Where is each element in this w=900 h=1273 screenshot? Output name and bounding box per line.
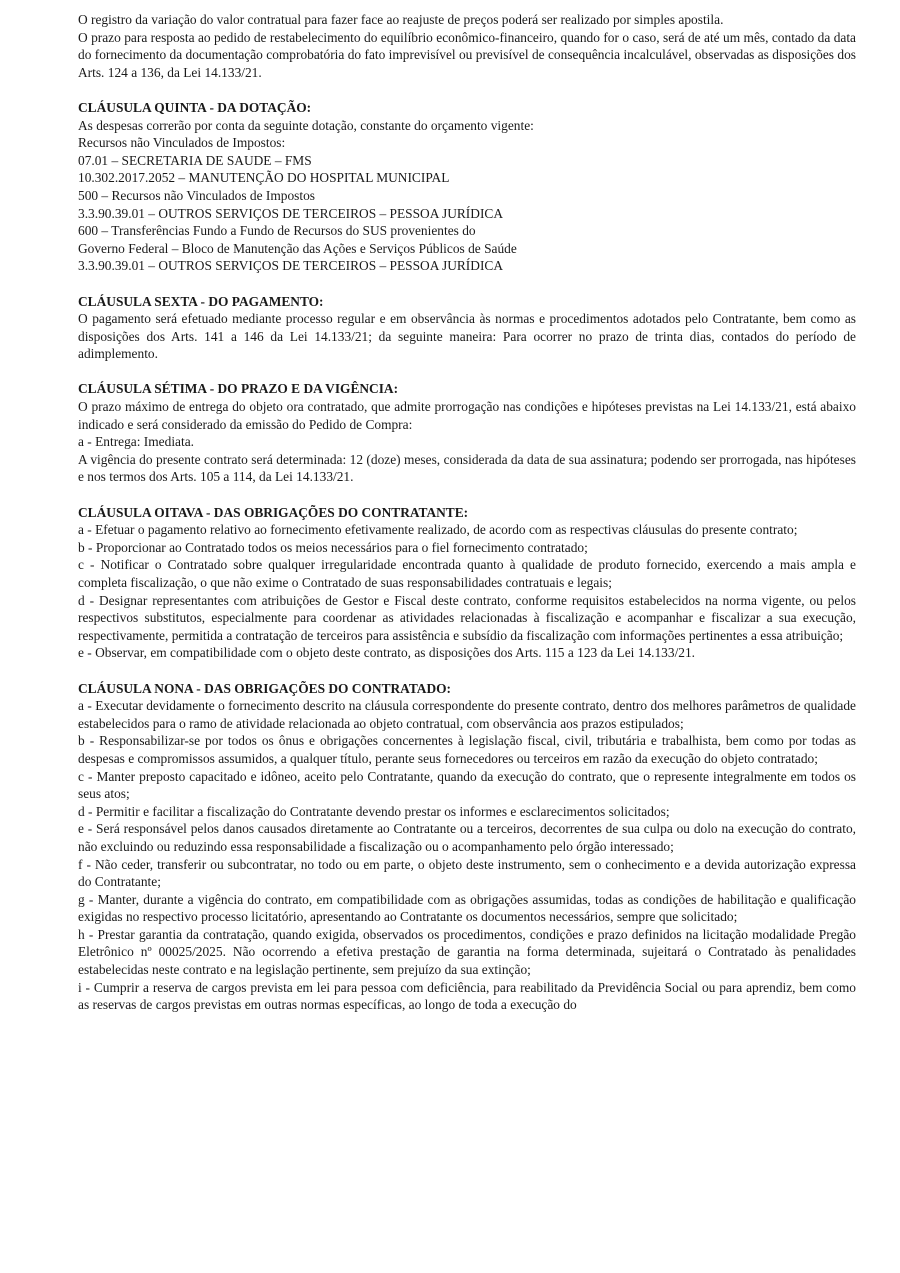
paragraph: O prazo para resposta ao pedido de restabelecimento do equilíbrio econômico-financeiro, quando for o caso, será de até um mês, contado da data do fornecimento da documentação comprobatória do fato imprevisível ou previsível de consequência incalculável, observadas as disposições dos Arts. 124 a 136, da Lei 14.133/21. — [78, 29, 856, 80]
paragraph: c - Manter preposto capacitado e idôneo, aceito pelo Contratante, quando da execução do contrato, que o represente integralmente em todos os seus atos; — [78, 768, 856, 802]
paragraph: e - Observar, em compatibilidade com o objeto deste contrato, as disposições dos Arts. 115 a 123 da Lei 14.133/21. — [78, 645, 696, 661]
paragraph: a - Entrega: Imediata. — [78, 434, 194, 450]
paragraph: c - Notificar o Contratado sobre qualquer irregularidade encontrada quanto à qualidade de produto fornecido, exercendo a mais ampla e completa fiscalização, o que não exime o Contratado de suas responsabilidades contratuais e legais; — [78, 557, 856, 590]
paragraph: f - Não ceder, transferir ou subcontratar, no todo ou em parte, o objeto deste instrumento, sem o conhecimento e a devida autorização expressa do Contratante; — [78, 856, 856, 890]
section-heading-oitava: CLÁUSULA OITAVA - DAS OBRIGAÇÕES DO CONTRATANTE: — [78, 504, 469, 520]
paragraph: e - Será responsável pelos danos causados diretamente ao Contratante ou a terceiros, decorrentes de sua culpa ou dolo na execução do contrato, não excluindo ou reduzindo essa responsabilidade a fiscalização ou o acompanhamento pelo órgão interessado; — [78, 821, 856, 854]
section-heading-nona: CLÁUSULA NONA - DAS OBRIGAÇÕES DO CONTRATADO: — [78, 680, 451, 696]
paragraph: h - Prestar garantia da contratação, quando exigida, observados os procedimentos, condições e prazo definidos na licitação modalidade Pregão Eletrônico nº 00025/2025. Não ocorrendo a efetiva prestação de garantia na forma determinada, sujeitará o Contratado às penalidades estabelecidas neste contrato e na legislação pertinente, sem prejuízo da sua extinção; — [78, 926, 856, 978]
section-heading-setima: CLÁUSULA SÉTIMA - DO PRAZO E DA VIGÊNCIA: — [78, 381, 399, 397]
paragraph: b - Responsabilizar-se por todos os ônus e obrigações concernentes à legislação fiscal, civil, tributária e trabalhista, bem como por todas as despesas e compromissos assumidos, a qualquer título, perante seus fornecedores ou terceiros em razão da execução do objeto contratado; — [78, 733, 856, 766]
paragraph: d - Permitir e facilitar a fiscalização do Contratante devendo prestar os informes e esclarecimentos solicitados; — [78, 803, 670, 819]
text-line: Recursos não Vinculados de Impostos: — [78, 135, 286, 151]
text-line: Governo Federal – Bloco de Manutenção das Ações e Serviços Públicos de Saúde — [78, 240, 517, 256]
paragraph: O pagamento será efetuado mediante processo regular e em observância às normas e procedimentos adotados pelo Contratante, bem como as disposições dos Arts. 141 a 146 da Lei 14.133/21; da seguinte maneira: Para ocorrer no prazo de trinta dias, contados do período de adimplemento. — [78, 311, 856, 362]
text-line: 3.3.90.39.01 – OUTROS SERVIÇOS DE TERCEIROS – PESSOA JURÍDICA — [78, 258, 504, 274]
paragraph: A vigência do presente contrato será determinada: 12 (doze) meses, considerada da data de sua assinatura; podendo ser prorrogada, nas hipóteses e nos termos dos Arts. 105 a 114, da Lei 14.133/21. — [78, 451, 856, 485]
section-heading-sexta: CLÁUSULA SEXTA - DO PAGAMENTO: — [78, 293, 324, 309]
text-line: 07.01 – SECRETARIA DE SAUDE – FMS — [78, 152, 312, 168]
paragraph: O prazo máximo de entrega do objeto ora contratado, que admite prorrogação nas condições e hipóteses previstas na Lei 14.133/21, está abaixo indicado e será considerado da emissão do Pedido de Compra: — [78, 399, 856, 432]
text-line: 600 – Transferências Fundo a Fundo de Recursos do SUS provenientes do — [78, 223, 476, 239]
text-line: 500 – Recursos não Vinculados de Impostos — [78, 187, 315, 203]
paragraph: a - Efetuar o pagamento relativo ao fornecimento efetivamente realizado, de acordo com as respectivas cláusulas do presente contrato; — [78, 522, 798, 538]
section-heading-quinta: CLÁUSULA QUINTA - DA DOTAÇÃO: — [78, 99, 312, 115]
text-line: 3.3.90.39.01 – OUTROS SERVIÇOS DE TERCEIROS – PESSOA JURÍDICA — [78, 205, 504, 221]
paragraph: b - Proporcionar ao Contratado todos os meios necessários para o fiel fornecimento contratado; — [78, 539, 588, 555]
paragraph: i - Cumprir a reserva de cargos prevista em lei para pessoa com deficiência, para reabilitado da Previdência Social ou para aprendiz, bem como as reservas de cargos previstas em outras normas específicas, ao longo de toda a execução do — [78, 979, 856, 1013]
paragraph: g - Manter, durante a vigência do contrato, em compatibilidade com as obrigações assumidas, todas as condições de habilitação e qualificação exigidas no respectivo processo licitatório, apresentando ao Contratante os documentos necessários, sempre que solicitado; — [78, 891, 856, 925]
document-page — [78, 11, 856, 1014]
text-line: As despesas correrão por conta da seguinte dotação, constante do orçamento vigente: — [78, 117, 534, 133]
text-line: 10.302.2017.2052 – MANUTENÇÃO DO HOSPITAL MUNICIPAL — [78, 170, 450, 186]
paragraph: d - Designar representantes com atribuições de Gestor e Fiscal deste contrato, conforme requisitos estabelecidos na norma vigente, ou pelos respectivos substitutos, especialmente para coordenar as atividades relacionadas à fiscalização e acompanhar e fiscalizar a sua execução, respectivamente, permitida a contratação de terceiros para assistência e subsídio da fiscalização com informações pertinentes a essa atribuição; — [78, 592, 856, 643]
paragraph: a - Executar devidamente o fornecimento descrito na cláusula correspondente do presente contrato, dentro dos melhores parâmetros de qualidade estabelecidos para o ramo de atividade relacionada ao objeto contratual, com observância aos prazos estipulados; — [78, 698, 856, 731]
paragraph: O registro da variação do valor contratual para fazer face ao reajuste de preços poderá ser realizado por simples apostila. — [78, 12, 724, 27]
